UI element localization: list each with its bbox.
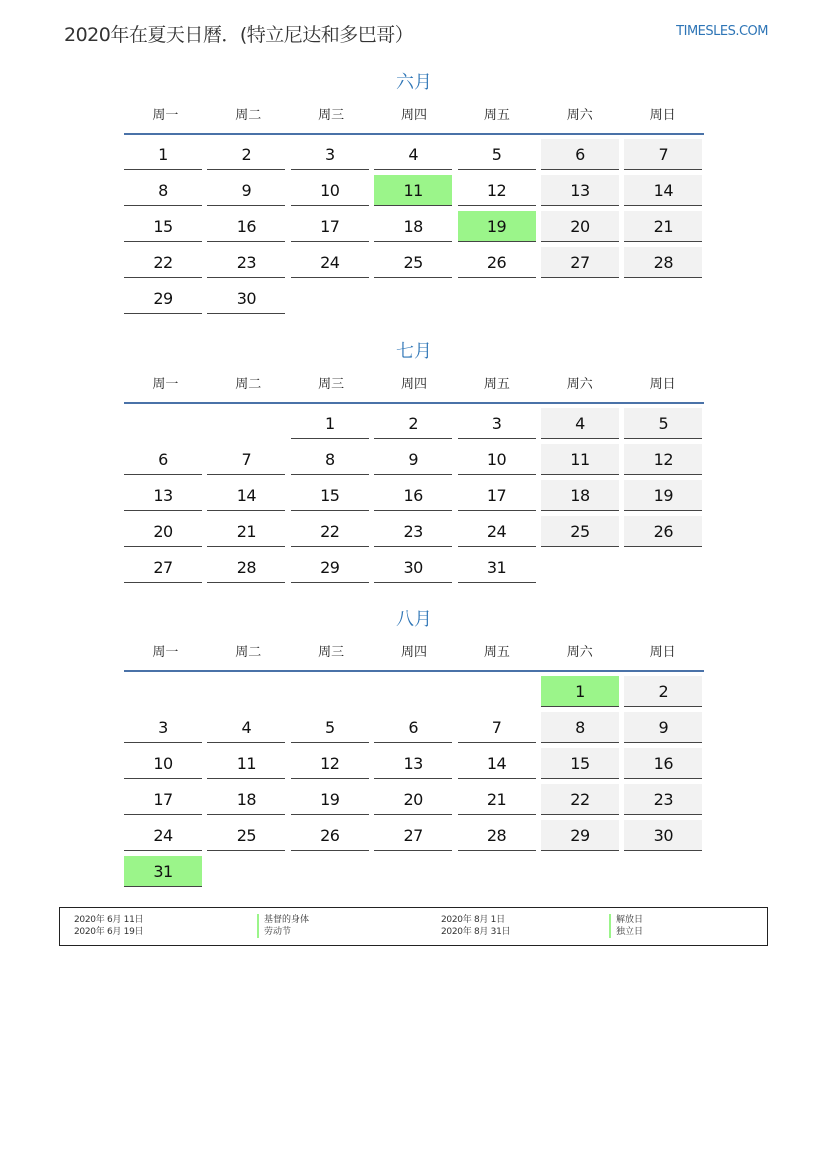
day-cell: 29 — [291, 552, 369, 583]
weekend-day-cell: 12 — [624, 444, 702, 475]
weekday-header — [124, 643, 704, 670]
day-cell: 15 — [291, 480, 369, 511]
day-cell: 26 — [291, 820, 369, 851]
day-cell: 21 — [458, 784, 536, 815]
day-cell: 4 — [207, 712, 285, 743]
empty-day-cell — [458, 676, 536, 707]
day-cell: 23 — [207, 247, 285, 278]
day-cell: 18 — [207, 784, 285, 815]
day-cell: 20 — [124, 516, 202, 547]
page-title: 2020年在夏天日曆．(特立尼达和多巴哥） — [64, 24, 414, 46]
weekend-day-cell: 16 — [624, 748, 702, 779]
weekend-day-cell: 26 — [624, 516, 702, 547]
weekend-day-cell: 18 — [541, 480, 619, 511]
month-august — [124, 607, 704, 887]
day-cell: 11 — [207, 748, 285, 779]
day-cell: 13 — [124, 480, 202, 511]
weekday-label: 周二 — [235, 108, 262, 123]
day-cell: 6 — [374, 712, 452, 743]
day-cell: 17 — [291, 211, 369, 242]
day-cell: 12 — [291, 748, 369, 779]
weekend-day-cell: 27 — [541, 247, 619, 278]
day-cell: 28 — [207, 552, 285, 583]
legend-date: 2020年 6月 11日 — [74, 915, 144, 925]
day-cell: 26 — [458, 247, 536, 278]
header-divider — [124, 402, 704, 404]
day-cell: 25 — [374, 247, 452, 278]
weekday-label: 周二 — [235, 645, 262, 660]
weekday-label: 周五 — [483, 108, 510, 123]
day-cell: 10 — [458, 444, 536, 475]
weekend-day-cell: 25 — [541, 516, 619, 547]
legend-holiday-name: 基督的身体 — [257, 914, 309, 926]
empty-day-cell — [207, 676, 285, 707]
empty-day-cell — [124, 408, 202, 439]
day-cell: 12 — [458, 175, 536, 206]
weekend-day-cell: 28 — [624, 247, 702, 278]
day-cell: 8 — [291, 444, 369, 475]
holiday-day-cell: 1 — [541, 676, 619, 707]
weekend-day-cell: 21 — [624, 211, 702, 242]
day-cell: 30 — [374, 552, 452, 583]
day-cell: 23 — [374, 516, 452, 547]
legend-date: 2020年 8月 31日 — [441, 927, 511, 937]
weekend-day-cell: 19 — [624, 480, 702, 511]
day-cell: 4 — [374, 139, 452, 170]
weekend-day-cell: 5 — [624, 408, 702, 439]
day-cell: 28 — [458, 820, 536, 851]
weekday-header — [124, 375, 704, 402]
weekend-day-cell: 14 — [624, 175, 702, 206]
weekend-day-cell: 30 — [624, 820, 702, 851]
weekday-label: 周六 — [566, 645, 593, 660]
month-june — [124, 70, 704, 314]
legend-holiday-name: 解放日 — [609, 914, 643, 926]
month-title: 八月 — [396, 609, 432, 630]
site-link[interactable]: TIMESLES.COM — [676, 24, 768, 39]
header-divider — [124, 670, 704, 672]
day-cell: 3 — [458, 408, 536, 439]
day-cell: 14 — [207, 480, 285, 511]
weekday-label: 周五 — [483, 377, 510, 392]
day-cell: 14 — [458, 748, 536, 779]
weekend-day-cell: 15 — [541, 748, 619, 779]
weekend-day-cell: 8 — [541, 712, 619, 743]
day-cell: 27 — [124, 552, 202, 583]
weekday-label: 周日 — [649, 377, 676, 392]
weekday-label: 周日 — [649, 108, 676, 123]
weekday-label: 周六 — [566, 377, 593, 392]
weekday-label: 周三 — [318, 377, 345, 392]
day-cell: 2 — [374, 408, 452, 439]
legend-date: 2020年 6月 19日 — [74, 927, 144, 937]
day-cell: 31 — [458, 552, 536, 583]
weekend-day-cell: 13 — [541, 175, 619, 206]
holiday-legend — [59, 907, 768, 946]
weekend-day-cell: 7 — [624, 139, 702, 170]
empty-day-cell — [291, 676, 369, 707]
empty-day-cell — [374, 676, 452, 707]
day-cell: 30 — [207, 283, 285, 314]
header-divider — [124, 133, 704, 135]
holiday-day-cell: 11 — [374, 175, 452, 206]
weekend-day-cell: 4 — [541, 408, 619, 439]
day-cell: 15 — [124, 211, 202, 242]
legend-date: 2020年 8月 1日 — [441, 915, 505, 925]
weekend-day-cell: 6 — [541, 139, 619, 170]
empty-day-cell — [207, 408, 285, 439]
weekday-label: 周六 — [566, 108, 593, 123]
day-grid — [124, 408, 704, 583]
holiday-day-cell: 31 — [124, 856, 202, 887]
day-cell: 18 — [374, 211, 452, 242]
weekend-day-cell: 23 — [624, 784, 702, 815]
day-cell: 29 — [124, 283, 202, 314]
day-cell: 17 — [124, 784, 202, 815]
day-cell: 27 — [374, 820, 452, 851]
weekday-label: 周四 — [401, 377, 428, 392]
day-cell: 8 — [124, 175, 202, 206]
month-july — [124, 339, 704, 583]
day-cell: 22 — [291, 516, 369, 547]
holiday-day-cell: 19 — [458, 211, 536, 242]
weekend-day-cell: 11 — [541, 444, 619, 475]
weekday-label: 周一 — [152, 377, 179, 392]
day-cell: 6 — [124, 444, 202, 475]
day-cell: 1 — [124, 139, 202, 170]
weekday-label: 周四 — [401, 108, 428, 123]
day-cell: 16 — [207, 211, 285, 242]
weekday-label: 周五 — [483, 645, 510, 660]
weekend-day-cell: 2 — [624, 676, 702, 707]
day-grid — [124, 139, 704, 314]
empty-day-cell — [124, 676, 202, 707]
day-cell: 9 — [207, 175, 285, 206]
day-cell: 3 — [291, 139, 369, 170]
day-cell: 5 — [458, 139, 536, 170]
day-cell: 19 — [291, 784, 369, 815]
day-cell: 16 — [374, 480, 452, 511]
day-cell: 24 — [458, 516, 536, 547]
legend-holiday-name: 劳动节 — [257, 926, 291, 938]
day-cell: 22 — [124, 247, 202, 278]
day-cell: 25 — [207, 820, 285, 851]
day-cell: 13 — [374, 748, 452, 779]
day-cell: 17 — [458, 480, 536, 511]
weekday-label: 周三 — [318, 645, 345, 660]
weekday-label: 周三 — [318, 108, 345, 123]
weekday-label: 周二 — [235, 377, 262, 392]
weekday-label: 周四 — [401, 645, 428, 660]
day-cell: 5 — [291, 712, 369, 743]
day-grid — [124, 676, 704, 887]
weekend-day-cell: 29 — [541, 820, 619, 851]
day-cell: 24 — [124, 820, 202, 851]
weekend-day-cell: 22 — [541, 784, 619, 815]
day-cell: 24 — [291, 247, 369, 278]
day-cell: 9 — [374, 444, 452, 475]
day-cell: 2 — [207, 139, 285, 170]
day-cell: 7 — [207, 444, 285, 475]
weekday-label: 周一 — [152, 645, 179, 660]
day-cell: 10 — [291, 175, 369, 206]
weekday-header — [124, 106, 704, 133]
day-cell: 10 — [124, 748, 202, 779]
weekday-label: 周一 — [152, 108, 179, 123]
legend-holiday-name: 独立日 — [609, 926, 643, 938]
weekend-day-cell: 20 — [541, 211, 619, 242]
month-title: 六月 — [396, 72, 432, 93]
day-cell: 1 — [291, 408, 369, 439]
day-cell: 3 — [124, 712, 202, 743]
day-cell: 21 — [207, 516, 285, 547]
weekend-day-cell: 9 — [624, 712, 702, 743]
weekday-label: 周日 — [649, 645, 676, 660]
day-cell: 7 — [458, 712, 536, 743]
day-cell: 20 — [374, 784, 452, 815]
month-title: 七月 — [396, 341, 432, 362]
